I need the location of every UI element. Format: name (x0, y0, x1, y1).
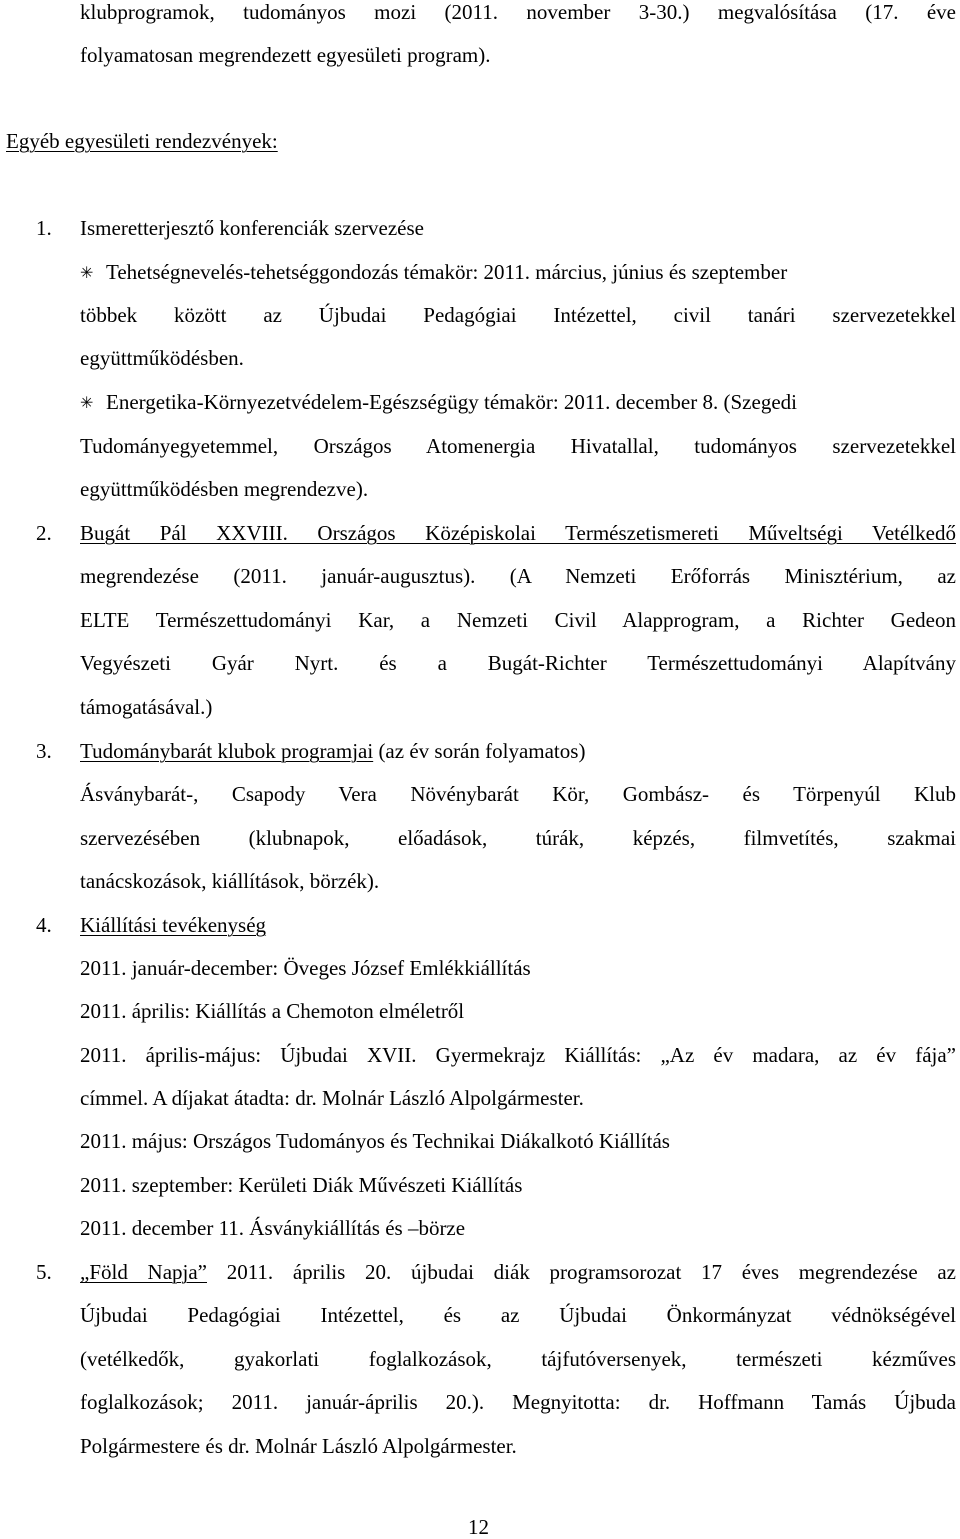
page-number: 12 (468, 1515, 489, 1539)
bullet-text: együttműködésben megrendezve). (80, 477, 369, 501)
item-number: 2. (36, 521, 52, 545)
item-text: Újbudai Pedagógiai Intézettel, és az Újbudai Önkormányzat védnökségével (80, 1303, 956, 1327)
item-text: megrendezése (2011. január-augusztus). (A Nemzeti Erőforrás Minisztérium, az (80, 564, 956, 588)
bullet-text: együttműködésben. (80, 346, 244, 370)
item-title: Tudománybarát klubok programjai (80, 739, 374, 763)
item-title-line (80, 1262, 956, 1283)
section-heading: Egyéb egyesületi rendezvények: (6, 129, 278, 153)
item-number: 4. (36, 913, 52, 937)
bullet-text: Tehetségnevelés-tehetséggondozás témakör: 2011. március, június és szeptember (106, 260, 788, 284)
item-number: 5. (36, 1260, 52, 1284)
item-text: (vetélkedők, gyakorlati foglalkozások, tájfutóversenyek, természeti kézműves (80, 1347, 956, 1371)
bullet-text: Energetika-Környezetvédelem-Egészségügy témakör: 2011. december 8. (Szegedi (106, 390, 797, 414)
intro-line: klubprogramok, tudományos mozi (2011. november 3-30.) megvalósítása (17. éve (80, 0, 956, 24)
list-item (80, 392, 797, 413)
list-item (80, 262, 787, 283)
exhibition-line: 2011. április: Kiállítás a Chemoton elméletről (80, 999, 465, 1023)
bullet-text: többek között az Újbudai Pedagógiai Intézettel, civil tanári szervezetekkel (80, 303, 956, 327)
item-text: szervezésében (klubnapok, előadások, túrák, képzés, filmvetítés, szakmai (80, 826, 956, 850)
exhibition-line: címmel. A díjakat átadta: dr. Molnár László Alpolgármester. (80, 1086, 584, 1110)
asterisk-bullet-icon: ✳ (80, 265, 94, 282)
item-title-rest: (az év során folyamatos) (373, 739, 586, 763)
item-title: Bugát Pál XXVIII. Országos Középiskolai Természetismereti Műveltségi Vetélkedő (80, 521, 956, 545)
item-number: 1. (36, 216, 52, 240)
bullet-text: Tudományegyetemmel, Országos Atomenergia Hivatallal, tudományos szervezetekkel (80, 434, 956, 458)
exhibition-line: 2011. szeptember: Kerületi Diák Művészeti Kiállítás (80, 1173, 523, 1197)
item-text: Polgármestere és dr. Molnár László Alpolgármester. (80, 1434, 517, 1458)
item-number: 3. (36, 739, 52, 763)
item-title-rest: 2011. április 20. újbudai diák programsorozat 17 éves megrendezése az (207, 1260, 956, 1284)
item-text: Ásványbarát-, Csapody Vera Növénybarát Kör, Gombász- és Törpenyúl Klub (80, 782, 956, 806)
item-title: Ismeretterjesztő konferenciák szervezése (80, 216, 424, 240)
exhibition-line: 2011. április-május: Újbudai XVII. Gyermekrajz Kiállítás: „Az év madara, az év fája” (80, 1043, 956, 1067)
item-text: tanácskozások, kiállítások, börzék). (80, 869, 380, 893)
item-text: Vegyészeti Gyár Nyrt. és a Bugát-Richter Természettudományi Alapítvány (80, 651, 956, 675)
item-title: Kiállítási tevékenység (80, 913, 267, 937)
item-text: ELTE Természettudományi Kar, a Nemzeti Civil Alapprogram, a Richter Gedeon (80, 608, 956, 632)
exhibition-line: 2011. január-december: Öveges József Emlékkiállítás (80, 956, 531, 980)
item-text: foglalkozások; 2011. január-április 20.). Megnyitotta: dr. Hoffmann Tamás Újbuda (80, 1390, 956, 1414)
asterisk-bullet-icon: ✳ (80, 395, 94, 412)
exhibition-line: 2011. május: Országos Tudományos és Technikai Diákalkotó Kiállítás (80, 1129, 670, 1153)
intro-line: folyamatosan megrendezett egyesületi program). (80, 43, 491, 67)
item-title: „Föld Napja” (80, 1260, 207, 1284)
item-title-line (80, 741, 585, 762)
item-text: támogatásával.) (80, 695, 213, 719)
exhibition-line: 2011. december 11. Ásványkiállítás és –börze (80, 1216, 466, 1240)
